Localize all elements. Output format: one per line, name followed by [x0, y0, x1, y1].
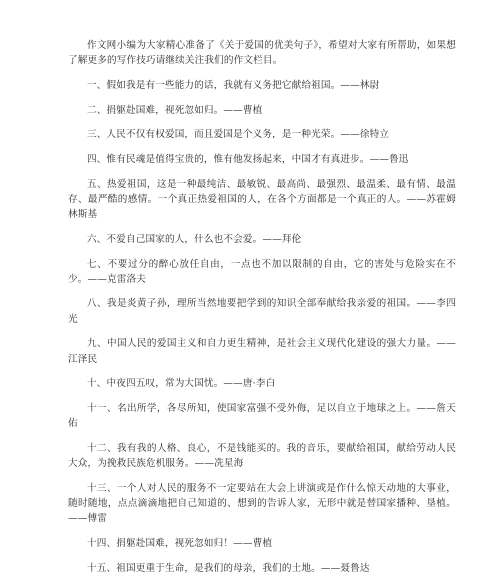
quote-paragraph-14: 十四、捐躯赴国难，视死忽如归！——曹植: [87, 537, 273, 549]
quote-paragraph-4: 四、惟有民魂是值得宝贵的，惟有他发扬起来，中国才有真进步。——鲁迅: [87, 154, 409, 166]
quote-paragraph-9: 九、中国人民的爱国主义和自力更生精神，是社会主义现代化建设的强大力量。——江泽民: [68, 338, 456, 365]
quote-paragraph-8: 八、我是炎黄子孙，理所当然地要把学到的知识全部奉献给我亲爱的祖国。——李四光: [68, 298, 456, 325]
quote-paragraph-15: 十五、祖国更重于生命，是我们的母亲，我们的土地。——聂鲁达: [87, 562, 370, 574]
quote-paragraph-3: 三、人民不仅有权爱国，而且爱国是个义务，是一种光荣。——徐特立: [87, 129, 390, 141]
quote-paragraph-5: 五、热爱祖国，这是一种最纯洁、最敏锐、最高尚、最强烈、最温柔、最有情、最温存、最严酷的感情。一个真正热爱祖国的人，在各个方面都是一个真正的人。——苏霍姆林斯基: [68, 178, 456, 221]
quote-paragraph-6: 六、不爱自己国家的人，什么也不会爱。——拜伦: [87, 233, 302, 245]
quote-paragraph-10: 十、中夜四五叹，常为大国忧。——唐·李白: [87, 378, 276, 390]
quote-paragraph-1: 一、假如我是有一些能力的话，我就有义务把它献给祖国。——林尉: [87, 79, 380, 91]
quote-paragraph-13: 十三、一个人对人民的服务不一定要站在大会上讲演或是作什么惊天动地的大事业，随时随地，点点滴滴地把自己知道的、想到的告诉人家，无形中就是替国家播种、垦植。——傅雷: [68, 482, 456, 525]
intro-paragraph: 作文网小编为大家精心准备了《关于爱国的优美句子》，希望对大家有所帮助，如果想了解更多的写作技巧请继续关注我们的作文栏目。: [68, 40, 456, 67]
quote-paragraph-12: 十二、我有我的人格、良心，不是钱能买的。我的音乐，要献给祖国，献给劳动人民大众，为挽救民族危机服务。——冼星海: [68, 442, 456, 470]
quote-paragraph-7: 七、不要过分的醉心放任自由，一点也不加以限制的自由，它的害处与危险实在不少。——克雷洛夫: [68, 258, 456, 285]
quote-paragraph-11: 十一、名出所学，各尽所知，使国家富强不受外侮，足以自立于地球之上。——詹天佑: [68, 402, 456, 430]
quote-paragraph-2: 二、捐躯赴国难，视死忽如归。——曹植: [87, 104, 263, 116]
